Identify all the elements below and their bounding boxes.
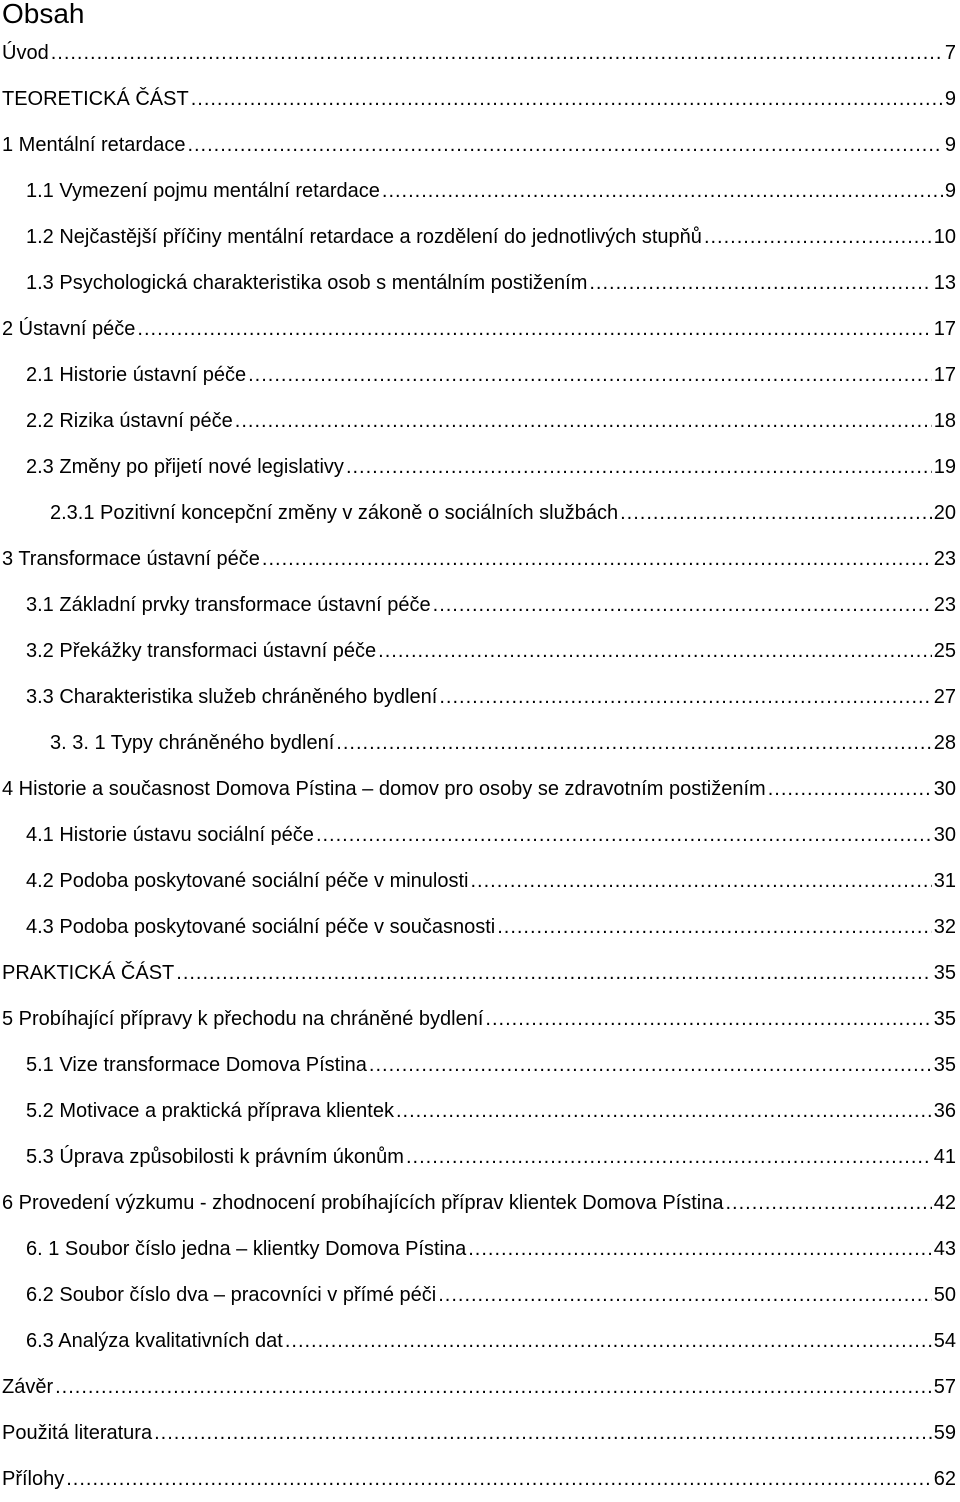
toc-entry[interactable] [0, 1088, 960, 1134]
dot-leader [262, 536, 932, 582]
dot-leader [248, 352, 932, 398]
toc-entry-label: 3.3 Charakteristika služeb chráněného bydlení [26, 686, 438, 708]
toc-entry-page-number: 9 [944, 88, 956, 110]
toc-entry-label: Úvod [2, 42, 49, 64]
toc-entry-label: 1.1 Vymezení pojmu mentální retardace [26, 180, 380, 202]
toc-entry[interactable] [0, 122, 960, 168]
toc-entry-label: 6. 1 Soubor číslo jedna – klientky Domova Pístina [26, 1238, 467, 1260]
dot-leader [187, 122, 942, 168]
toc-entry-page-number: 54 [933, 1330, 956, 1352]
toc-entry-page-number: 9 [944, 134, 956, 156]
dot-leader [438, 1272, 932, 1318]
toc-entry-page-number: 35 [933, 962, 956, 984]
toc-entry-label: 6 Provedení výzkumu - zhodnocení probíhajících příprav klientek Domova Pístina [2, 1192, 724, 1214]
toc-entry[interactable] [0, 30, 960, 76]
toc-entry[interactable] [0, 444, 960, 490]
toc-entry[interactable] [0, 720, 960, 766]
toc-entry-label: 5.3 Úprava způsobilosti k právním úkonům [26, 1146, 404, 1168]
toc-entry[interactable] [0, 1272, 960, 1318]
dot-leader [154, 1410, 932, 1456]
dot-leader [433, 582, 932, 628]
toc-entry-page-number: 13 [933, 272, 956, 294]
toc-entry[interactable] [0, 1226, 960, 1272]
toc-entry[interactable] [0, 76, 960, 122]
toc-entry-page-number: 30 [933, 778, 956, 800]
toc-entry-page-number: 32 [933, 916, 956, 938]
toc-entry-label: TEORETICKÁ ČÁST [2, 88, 189, 110]
toc-entry[interactable] [0, 260, 960, 306]
dot-leader [336, 720, 931, 766]
toc-entry-page-number: 17 [933, 364, 956, 386]
toc-entry[interactable] [0, 1042, 960, 1088]
table-of-contents [0, 30, 960, 1502]
toc-entry-page-number: 25 [933, 640, 956, 662]
toc-entry-page-number: 20 [933, 502, 956, 524]
toc-entry-page-number: 35 [933, 1054, 956, 1076]
dot-leader [589, 260, 931, 306]
toc-entry-page-number: 31 [933, 870, 956, 892]
dot-leader [316, 812, 932, 858]
dot-leader [51, 30, 943, 76]
toc-entry-label: 2.3.1 Pozitivní koncepční změny v zákoně o sociálních službách [50, 502, 619, 524]
toc-entry-label: 6.3 Analýza kvalitativních dat [26, 1330, 283, 1352]
toc-entry-page-number: 41 [933, 1146, 956, 1168]
dot-leader [378, 628, 932, 674]
toc-entry-label: 3.2 Překážky transformaci ústavní péče [26, 640, 377, 662]
toc-entry-page-number: 30 [933, 824, 956, 846]
toc-entry-page-number: 19 [933, 456, 956, 478]
toc-entry-label: 1 Mentální retardace [2, 134, 186, 156]
toc-entry-page-number: 9 [944, 180, 956, 202]
toc-entry-label: Závěr [2, 1376, 54, 1398]
toc-entry-label: 5 Probíhající přípravy k přechodu na chráněné bydlení [2, 1008, 484, 1030]
toc-entry[interactable] [0, 1134, 960, 1180]
toc-entry-page-number: 10 [933, 226, 956, 248]
toc-entry-page-number: 23 [933, 548, 956, 570]
dot-leader [471, 858, 932, 904]
toc-entry[interactable] [0, 582, 960, 628]
toc-entry-page-number: 7 [944, 42, 956, 64]
toc-entry[interactable] [0, 214, 960, 260]
toc-entry-label: 2.2 Rizika ústavní péče [26, 410, 233, 432]
toc-entry-page-number: 36 [933, 1100, 956, 1122]
toc-entry-page-number: 18 [933, 410, 956, 432]
toc-entry-label: 4.3 Podoba poskytované sociální péče v současnosti [26, 916, 496, 938]
toc-entry[interactable] [0, 168, 960, 214]
toc-entry[interactable] [0, 306, 960, 352]
toc-entry-label: 1.3 Psychologická charakteristika osob s mentálním postižením [26, 272, 588, 294]
dot-leader [285, 1318, 932, 1364]
toc-entry[interactable] [0, 1364, 960, 1410]
toc-entry[interactable] [0, 766, 960, 812]
toc-entry-label: 2 Ústavní péče [2, 318, 136, 340]
dot-leader [439, 674, 931, 720]
toc-entry-label: 1.2 Nejčastější příčiny mentální retardace a rozdělení do jednotlivých stupňů [26, 226, 702, 248]
toc-entry[interactable] [0, 812, 960, 858]
dot-leader [620, 490, 932, 536]
toc-entry-label: Použitá literatura [2, 1422, 153, 1444]
toc-entry-page-number: 23 [933, 594, 956, 616]
toc-entry-label: 5.2 Motivace a praktická příprava klientek [26, 1100, 394, 1122]
toc-entry-label: 4 Historie a současnost Domova Pístina – domov pro osoby se zdravotním postižením [2, 778, 766, 800]
dot-leader [176, 950, 931, 996]
dot-leader [497, 904, 932, 950]
toc-entry-page-number: 28 [933, 732, 956, 754]
toc-entry-page-number: 17 [933, 318, 956, 340]
toc-entry-page-number: 50 [933, 1284, 956, 1306]
toc-entry-label: 4.2 Podoba poskytované sociální péče v minulosti [26, 870, 469, 892]
dot-leader [704, 214, 932, 260]
toc-entry[interactable] [0, 490, 960, 536]
toc-entry-label: 5.1 Vize transformace Domova Pístina [26, 1054, 367, 1076]
toc-entry[interactable] [0, 352, 960, 398]
dot-leader [191, 76, 943, 122]
dot-leader [725, 1180, 931, 1226]
toc-entry[interactable] [0, 536, 960, 582]
dot-leader [235, 398, 932, 444]
toc-entry-page-number: 59 [933, 1422, 956, 1444]
dot-leader [55, 1364, 932, 1410]
toc-entry-page-number: 27 [933, 686, 956, 708]
toc-entry-label: 4.1 Historie ústavu sociální péče [26, 824, 314, 846]
dot-leader [396, 1088, 932, 1134]
dot-leader [346, 444, 932, 490]
dot-leader [485, 996, 931, 1042]
dot-leader [468, 1226, 932, 1272]
toc-entry[interactable] [0, 904, 960, 950]
toc-entry-label: 6.2 Soubor číslo dva – pracovníci v přímé péči [26, 1284, 437, 1306]
toc-entry-label: 3.1 Základní prvky transformace ústavní péče [26, 594, 431, 616]
toc-entry-page-number: 35 [933, 1008, 956, 1030]
toc-entry[interactable] [0, 1318, 960, 1364]
toc-entry[interactable] [0, 1180, 960, 1226]
dot-leader [768, 766, 932, 812]
toc-entry[interactable] [0, 996, 960, 1042]
toc-entry-page-number: 57 [933, 1376, 956, 1398]
toc-entry[interactable] [0, 628, 960, 674]
toc-entry-label: Přílohy [2, 1468, 65, 1490]
dot-leader [406, 1134, 932, 1180]
toc-entry[interactable] [0, 398, 960, 444]
toc-entry[interactable] [0, 1410, 960, 1456]
toc-entry-label: PRAKTICKÁ ČÁST [2, 962, 175, 984]
toc-entry[interactable] [0, 858, 960, 904]
dot-leader [66, 1456, 932, 1502]
toc-entry-label: 2.1 Historie ústavní péče [26, 364, 247, 386]
toc-entry[interactable] [0, 950, 960, 996]
toc-entry-page-number: 42 [933, 1192, 956, 1214]
page-title: Obsah [2, 0, 85, 29]
toc-entry-label: 3. 3. 1 Typy chráněného bydlení [50, 732, 335, 754]
toc-entry[interactable] [0, 1456, 960, 1502]
toc-entry-page-number: 43 [933, 1238, 956, 1260]
toc-entry-label: 2.3 Změny po přijetí nové legislativy [26, 456, 344, 478]
dot-leader [369, 1042, 932, 1088]
toc-entry[interactable] [0, 674, 960, 720]
toc-entry-label: 3 Transformace ústavní péče [2, 548, 260, 570]
toc-entry-page-number: 62 [933, 1468, 956, 1490]
dot-leader [137, 306, 931, 352]
dot-leader [382, 168, 943, 214]
